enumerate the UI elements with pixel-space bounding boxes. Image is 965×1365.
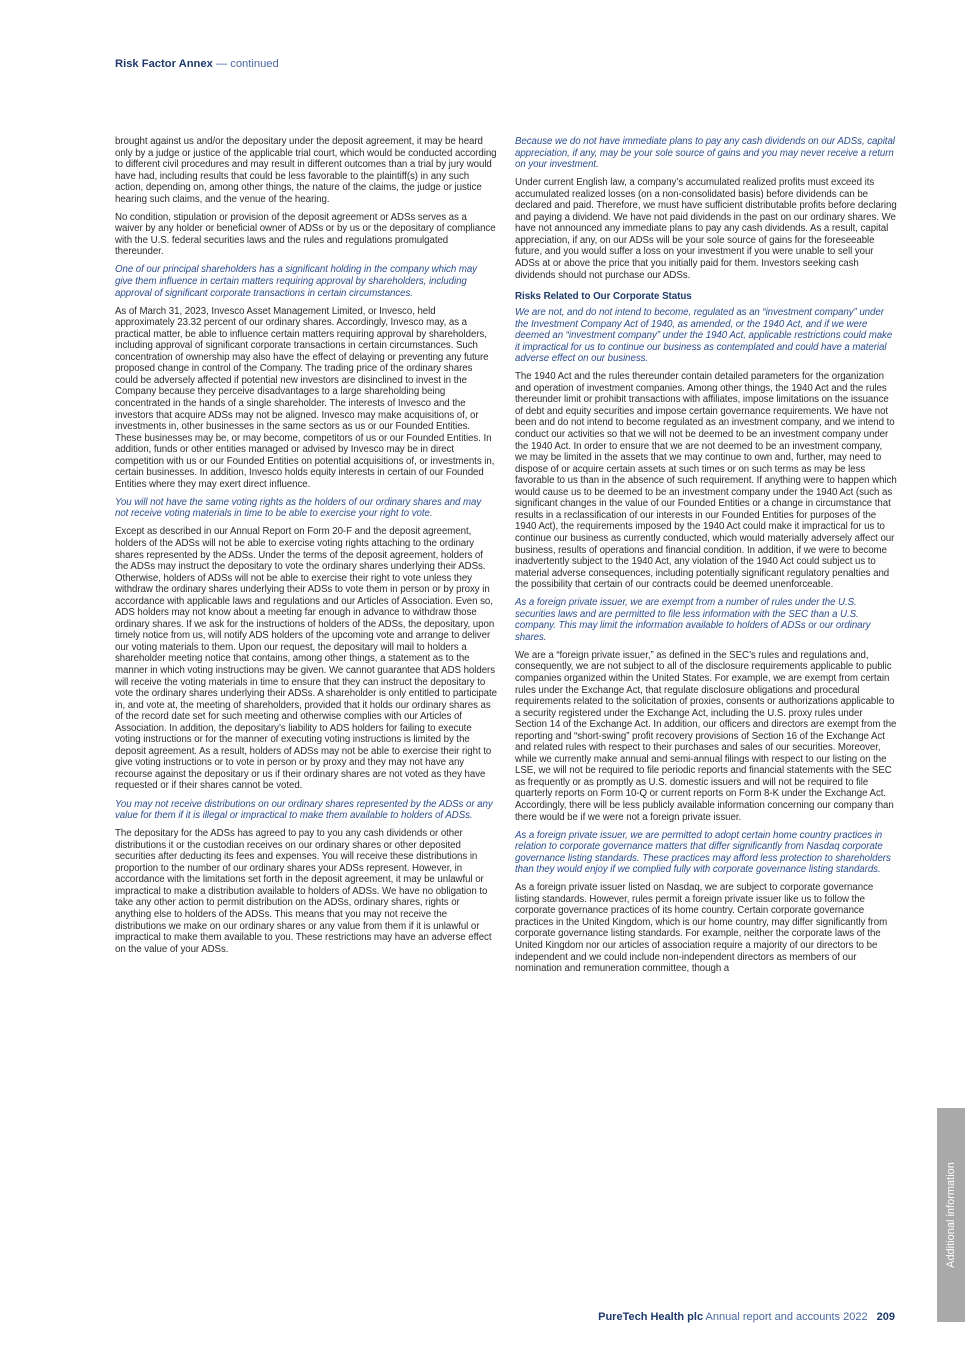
section-side-tab (937, 1108, 965, 1322)
company-name: PureTech Health plc (598, 1311, 704, 1323)
risk-heading: As a foreign private issuer, we are exempt from a number of rules under the U.S. securities laws and are permitted to file less information with the SEC than a U.S. company. This may limit the information available to holders of ADSs or our ordinary shares. (515, 597, 871, 643)
page-footer (598, 1310, 895, 1324)
paragraph: Except as described in our Annual Report on Form 20-F and the deposit agreement, holders of the ADSs will not be able to exercise voting rights attaching to the ordinary shares represented by the ADSs. Under the terms of the deposit agreement, holders of the ADSs may instruct the depositary to vote the ordinary shares underlying their ADSs. Otherwise, holders of ADSs will not be able to exercise their right to vote unless they withdraw the ordinary shares underlying their ADSs to vote them in person or by proxy in accordance with applicable laws and regulations and our Articles of Association. Even so, ADS holders may not know about a meeting far enough in advance to withdraw those ordinary shares. If we ask for the instructions of holders of the ADSs, the depositary, upon timely notice from us, will notify ADS holders of the upcoming vote and arrange to deliver our voting materials to them. Upon our request, the depositary will mail to holders a shareholder meeting notice that contains, among other things, a statement as to the manner in which voting instructions may be given. We cannot guarantee that ADS holders will receive the voting materials in time to ensure that they can instruct the depositary to vote the ordinary shares underlying their ADSs. A shareholder is only entitled to participate in, and vote at, the meeting of shareholders, provided that it holds our ordinary shares as of the record date set for such meeting and otherwise complies with our Articles of Association. In addition, the depositary’s liability to ADS holders for failing to execute voting instructions or for the manner of executing voting instructions is limited by the deposit agreement. As a result, holders of ADSs may not be able to exercise their right to give voting instructions or to vote in person or by proxy and they may not have any recourse against the depositary or us if their ordinary shares are not voted as they have requested or if their shares cannot be voted. (115, 526, 497, 792)
continued-label: continued (230, 58, 279, 70)
report-title: Annual report and accounts 2022 (705, 1311, 868, 1323)
header-dash: — (215, 58, 228, 70)
risk-heading: We are not, and do not intend to become, regulated as an “investment company” under the Investment Company Act of 1940, as amended, or the 1940 Act, and if we were deemed an “investment company” under the 1940 Act, applicable restrictions could make it impractical for us to continue our business as contemplated and could have a material adverse effect on our business. (515, 307, 893, 365)
side-tab-label: Additional information (945, 1162, 957, 1268)
paragraph: brought against us and/or the depositary under the deposit agreement, it may be heard only by a judge or justice of the applicable trial court, which would be conducted according to different civil procedures and may result in different outcomes than a trial by jury would have had, including results that could be less favorable to the plaintiff(s) in any such action, depending on, among other things, the nature of the claims, the judge or justice hearing such claims, and the venue of the hearing. (115, 136, 497, 205)
risk-heading: One of our principal shareholders has a significant holding in the company which may give them influence in certain matters requiring approval by shareholders, including approval of significant corporate transactions in certain circumstances. (115, 264, 477, 299)
running-header (115, 57, 279, 71)
paragraph: We are a “foreign private issuer,” as defined in the SEC’s rules and regulations and, consequently, we are not subject to all of the disclosure requirements applicable to public companies organized within the United States. For example, we are exempt from certain rules under the Exchange Act, that regulate disclosure obligations and procedural requirements related to the solicitation of proxies, consents or authorizations applicable to a security registered under the Exchange Act, including the U.S. proxy rules under Section 14 of the Exchange Act. In addition, our officers and directors are exempt from the reporting and “short-swing” profit recovery provisions of Section 16 of the Exchange Act and related rules with respect to their purchases and sales of our securities. Moreover, while we currently make annual and semi-annual filings with respect to our listing on the LSE, we will not be required to file periodic reports and financial statements with the SEC as frequently or as promptly as U.S. domestic issuers and will not be required to file quarterly reports on Form 10-Q or current reports on Form 8-K under the Exchange Act. Accordingly, there will be less publicly available information concerning our company than there would be if we were not a foreign private issuer. (515, 649, 897, 823)
right-column (515, 136, 897, 981)
paragraph: As a foreign private issuer listed on Nasdaq, we are subject to corporate governance listing standards. However, rules permit a foreign private issuer like us to follow the corporate governance practices of its home country. Certain corporate governance practices in the United Kingdom, which is our home country, may differ significantly from corporate governance listing standards. For example, neither the corporate laws of the United Kingdom nor our articles of association require a majority of our directors to be independent and we could include non-independent directors as members of our nomination and remuneration committee, though a (515, 882, 888, 975)
risk-heading: You will not have the same voting rights as the holders of our ordinary shares and may not receive voting materials in time to be able to exercise your right to vote. (115, 496, 482, 520)
risk-heading: You may not receive distributions on our ordinary shares represented by the ADSs or any value for them if it is illegal or impractical to make them available to holders of ADSs. (115, 798, 493, 822)
page-number: 209 (876, 1311, 895, 1323)
risk-heading: As a foreign private issuer, we are permitted to adopt certain home country practices in relation to corporate governance matters that differ significantly from Nasdaq corporate governance listing standards. These practices may afford less protection to shareholders than they would enjoy if we complied fully with corporate governance listing standards. (515, 829, 891, 876)
paragraph: The 1940 Act and the rules thereunder contain detailed parameters for the organization and operation of investment companies. Among other things, the 1940 Act and the rules thereunder limit or prohibit transactions with affiliates, impose limitations on the issuance of debt and equity securities and impose certain governance requirements. We have not been and do not intend to become regulated as an investment company, and we intend to conduct our activities so that we will not be deemed to be an investment company under the 1940 Act. In order to ensure that we are not deemed to be an investment company, we may be limited in the assets that we may continue to own and, further, may need to dispose of or acquire certain assets at such times or on such terms as may be less favorable to us than in the absence of such requirement. If anything were to happen which would cause us to be deemed to be an investment company under the 1940 Act (such as significant changes in the value of our Founded Entities or a change in circumstance that results in a reclassification of our interests in our Founded Entities for purposes of the 1940 Act), the requirements imposed by the 1940 Act could make it impractical for us to continue our business as currently conducted, which would materially adversely affect our business, results of operations and financial condition. In addition, if we were to become inadvertently subject to the 1940 Act, any violation of the 1940 Act could subject us to material adverse consequences, including potentially significant regulatory penalties and the possibility that certain of our contracts could be deemed unenforceable. (515, 371, 897, 591)
section-heading: Risks Related to Our Corporate Status (515, 291, 692, 303)
section-title: Risk Factor Annex (115, 58, 213, 70)
paragraph: Under current English law, a company’s accumulated realized profits must exceed its accumulated realized losses (on a non-consolidated basis) before dividends can be declared and paid. Therefore, we must have sufficient distributable profits before declaring and paying a dividend. We have not paid dividends in the past on our ordinary shares. We have not announced any immediate plans to pay any cash dividends. As a result, capital appreciation, if any, on our ADSs will be your sole source of gains for the foreseeable future, and you would suffer a loss on your investment if you were unable to sell your ADSs at or above the price that you initially paid for them. Investors seeking cash dividends should not purchase our ADSs. (515, 177, 897, 281)
paragraph: As of March 31, 2023, Invesco Asset Management Limited, or Invesco, held approximately 23.32 percent of our ordinary shares. Accordingly, Invesco may, as a practical matter, be able to influence certain matters requiring approval by shareholders, including approval of significant corporate transactions in certain circumstances. Such concentration of ownership may also have the effect of delaying or preventing any future proposed change in control of the Company. The trading price of the ordinary shares could be adversely affected if potential new investors are disinclined to invest in the Company because they perceive disadvantages to a large shareholding being concentrated in the hands of a single shareholder. The interests of Invesco and the investors that acquire ADSs may not be aligned. Invesco may make acquisitions of, or investments in, other businesses in the same sectors as us or our Founded Entities. These businesses may be, or may become, competitors of us or our Founded Entities. In addition, funds or other entities managed or advised by Invesco may be in direct competition with us or our Founded Entities on potential acquisitions of, or investments in, certain businesses. In addition, Invesco holds equity interests in certain of our Founded Entities where they may exert direct influence. (115, 305, 495, 490)
paragraph: No condition, stipulation or provision of the deposit agreement or ADSs serves as a waiver by any holder or beneficial owner of ADSs or by us or the depositary of compliance with the U.S. federal securities laws and the rules and regulations promulgated thereunder. (115, 211, 496, 258)
left-column (115, 136, 497, 962)
risk-heading: Because we do not have immediate plans to pay any cash dividends on our ADSs, capital appreciation, if any, may be your sole source of gains and you may never receive a return on your investment. (515, 136, 895, 171)
paragraph: The depositary for the ADSs has agreed to pay to you any cash dividends or other distributions it or the custodian receives on our ordinary shares or other deposited securities after deducting its fees and expenses. You will receive these distributions in proportion to the number of our ordinary shares your ADSs represent. However, in accordance with the limitations set forth in the deposit agreement, it may be unlawful or impractical to make a distribution available to holders of ADSs. We have no obligation to take any other action to permit distribution on the ADSs, ordinary shares, rights or anything else to holders of the ADSs. This means that you may not receive the distributions we make on our ordinary shares or any value from them if it is unlawful or impractical to make them available to you. These restrictions may have an adverse effect on the value of your ADSs. (115, 828, 492, 955)
